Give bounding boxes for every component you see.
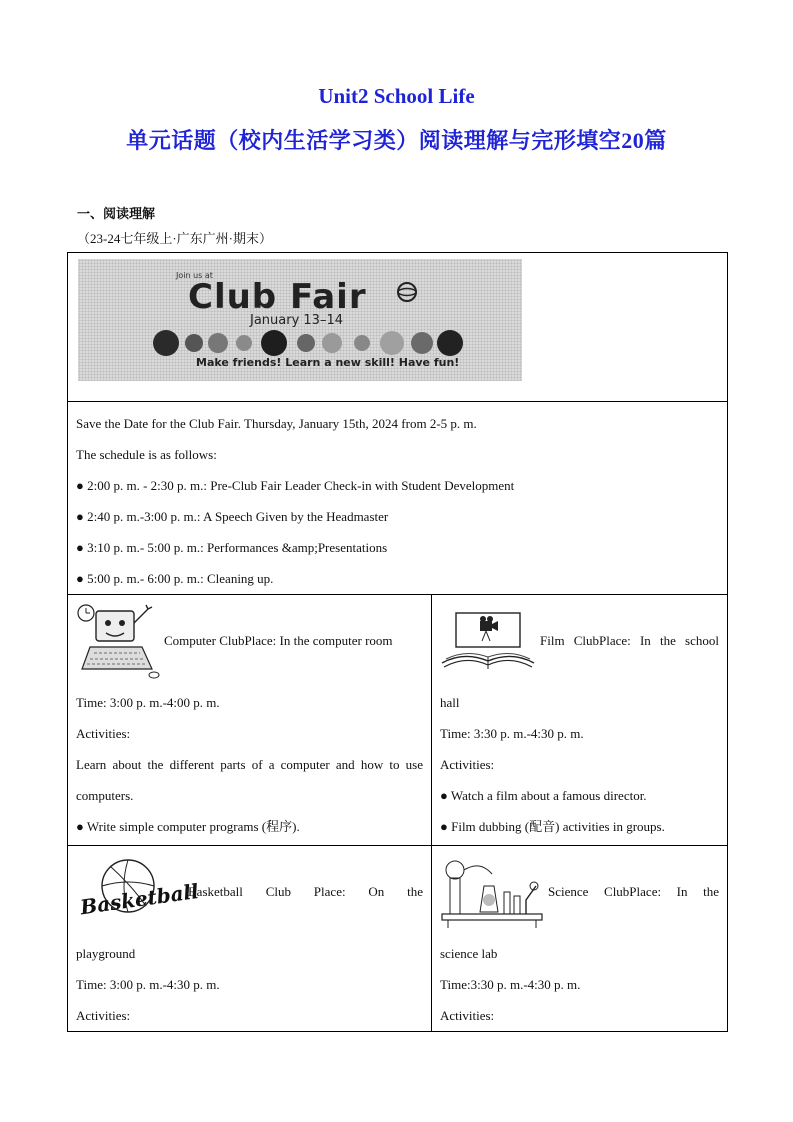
computer-club-activities-label: Activities: xyxy=(76,726,131,741)
schedule-item: ● 2:00 p. m. - 2:30 p. m.: Pre-Club Fair Leader Check-in with Student Development xyxy=(76,478,515,493)
film-club-cell xyxy=(432,595,728,846)
computer-club-activity: ● Write simple computer programs (程序). xyxy=(76,819,300,834)
film-club-activities-label: Activities: xyxy=(440,757,495,772)
film-book-icon xyxy=(440,611,536,671)
basketball-club-header xyxy=(76,846,423,938)
club-icons-strip xyxy=(146,329,466,357)
source-note: （23-24七年级上·广东广州·期末） xyxy=(77,231,272,246)
banner-dates: January 13–14 xyxy=(250,313,343,328)
science-club-cell xyxy=(432,846,728,1032)
computer-club-cell xyxy=(68,595,432,846)
computer-club-activity: Learn about the different parts of a computer and how to use computers. xyxy=(76,757,423,803)
computer-club-header xyxy=(76,595,423,687)
film-club-activity: ● Watch a film about a famous director. xyxy=(440,788,647,803)
banner-title: Club Fair xyxy=(188,277,367,317)
schedule-intro: Save the Date for the Club Fair. Thursday, January 15th, 2024 from 2-5 p. m. xyxy=(76,416,477,431)
basketball-club-cell xyxy=(68,846,432,1032)
science-club-header xyxy=(440,846,719,938)
film-club-title: Film ClubPlace: In the school xyxy=(540,633,719,648)
science-lab-icon xyxy=(440,856,544,928)
schedule-row xyxy=(68,402,728,595)
page-title: Unit2 School Life xyxy=(318,84,475,108)
club-row xyxy=(68,846,728,1032)
basketball-club-title-continued: playground xyxy=(76,946,136,961)
film-club-title-continued: hall xyxy=(440,695,460,710)
club-row xyxy=(68,595,728,846)
science-club-title: Science ClubPlace: In the xyxy=(548,884,719,899)
science-club-time: Time:3:30 p. m.-4:30 p. m. xyxy=(440,977,581,992)
basketball-club-title: Basketball Club Place: On the xyxy=(188,884,423,899)
computer-club-time: Time: 3:00 p. m.-4:00 p. m. xyxy=(76,695,220,710)
film-club-time: Time: 3:30 p. m.-4:30 p. m. xyxy=(440,726,584,741)
globe-icon xyxy=(396,281,418,303)
banner-row xyxy=(68,253,728,402)
film-club-activity: ● Film dubbing (配音) activities in groups. xyxy=(440,819,665,834)
schedule-item: ● 2:40 p. m.-3:00 p. m.: A Speech Given by the Headmaster xyxy=(76,509,389,524)
schedule-item: ● 3:10 p. m.- 5:00 p. m.: Performances &amp;Presentations xyxy=(76,540,388,555)
section-heading: 一、阅读理解 xyxy=(77,206,156,221)
banner-cell xyxy=(68,253,728,402)
club-fair-table xyxy=(67,252,728,1032)
science-club-activities-label: Activities: xyxy=(440,1008,495,1023)
banner-join-text: Join us at xyxy=(176,271,213,280)
page-subtitle: 单元话题（校内生活学习类）阅读理解与完形填空20篇 xyxy=(126,128,667,153)
computer-club-title: Computer ClubPlace: In the computer room xyxy=(164,633,393,648)
schedule-cell xyxy=(68,402,728,595)
computer-cartoon-icon xyxy=(76,603,160,679)
film-club-header xyxy=(440,595,719,687)
science-club-title-continued: science lab xyxy=(440,946,498,961)
basketball-club-activities-label: Activities: xyxy=(76,1008,131,1023)
banner-tagline: Make friends! Learn a new skill! Have fun! xyxy=(196,356,460,369)
basketball-logo-icon xyxy=(76,856,201,928)
basketball-club-time: Time: 3:00 p. m.-4:30 p. m. xyxy=(76,977,220,992)
basketball-logo-text: Basketball xyxy=(78,878,201,920)
schedule-item: ● 5:00 p. m.- 6:00 p. m.: Cleaning up. xyxy=(76,571,274,586)
schedule-lead: The schedule is as follows: xyxy=(76,447,217,462)
club-fair-banner-image xyxy=(78,259,522,381)
